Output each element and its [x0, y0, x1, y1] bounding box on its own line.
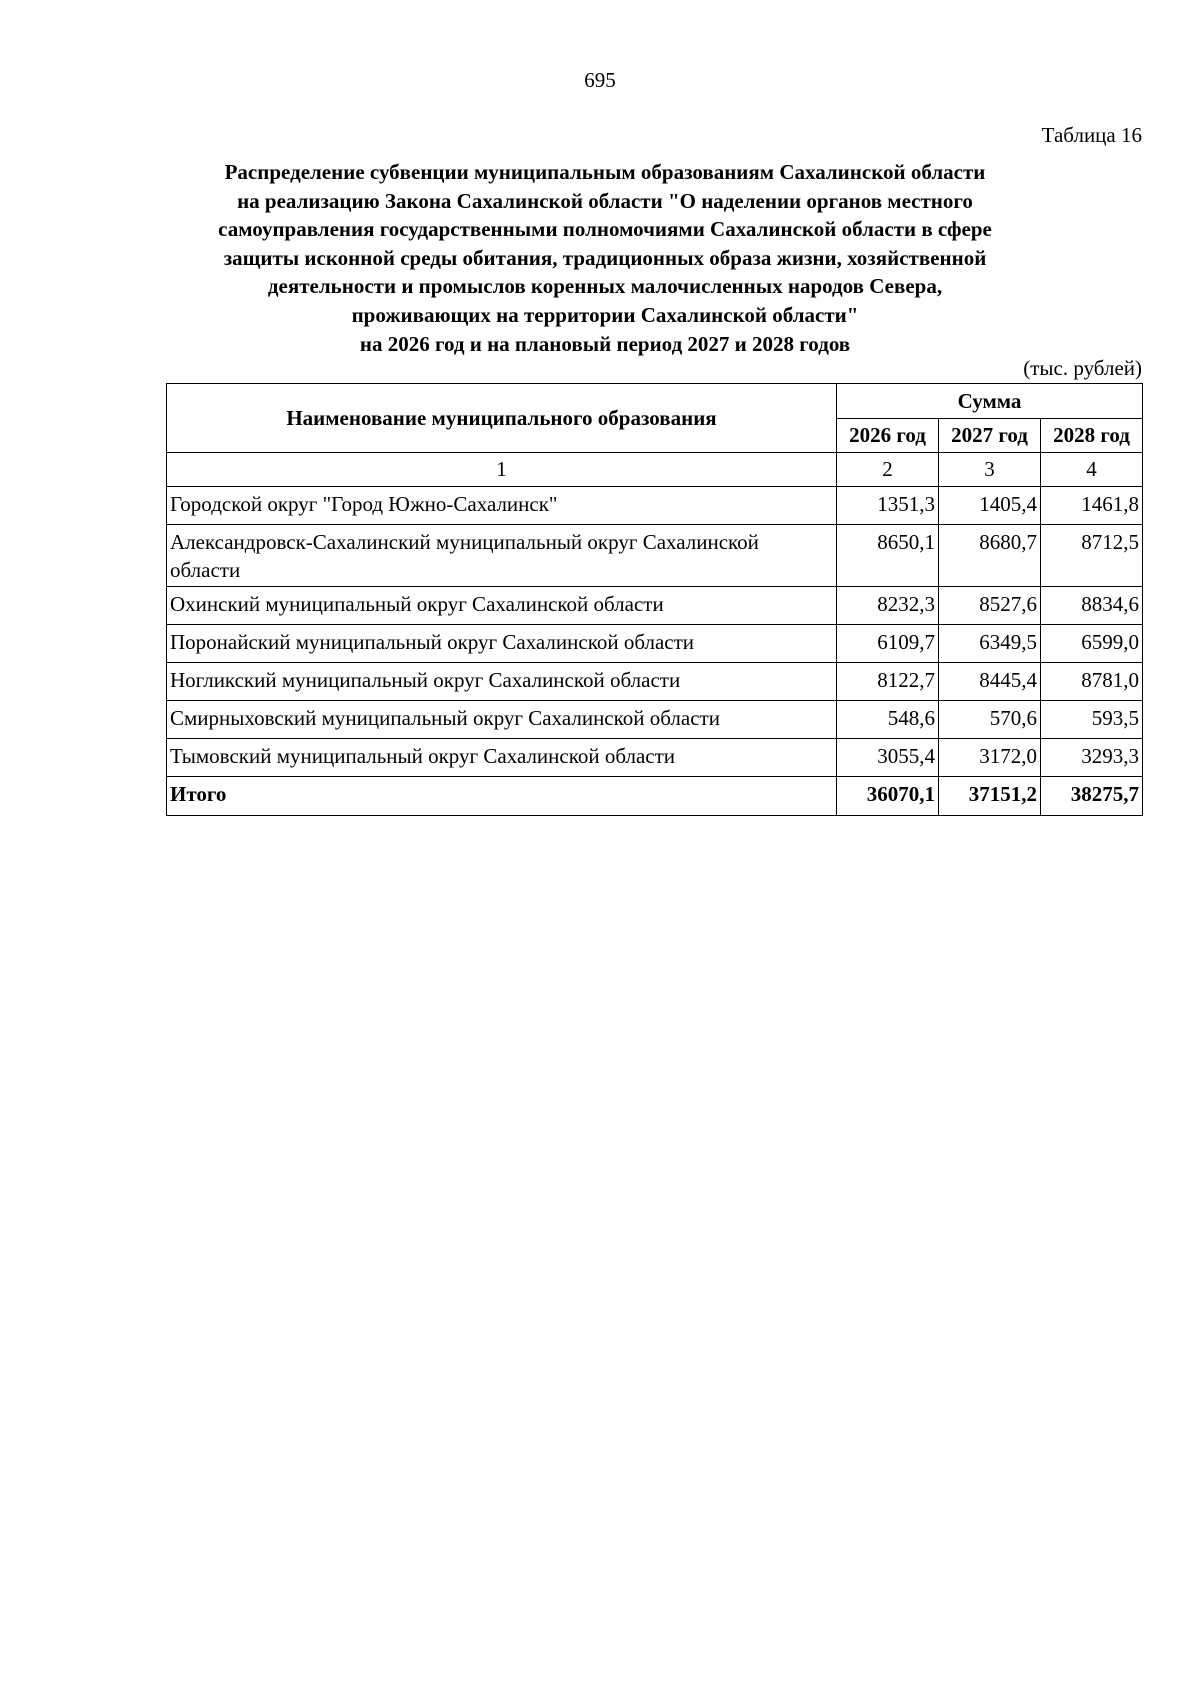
value-2028: 8781,0: [1041, 663, 1143, 701]
value-2028: 1461,8: [1041, 487, 1143, 525]
column-number: 1: [167, 453, 837, 487]
value-2026: 8650,1: [837, 525, 939, 587]
table-row: [167, 525, 1143, 587]
value-2027: 570,6: [939, 701, 1041, 739]
table-row: [167, 487, 1143, 525]
value-2028: 6599,0: [1041, 625, 1143, 663]
header-year-2027: 2027 год: [939, 419, 1041, 453]
value-2026: 3055,4: [837, 739, 939, 777]
title-line: на реализацию Закона Сахалинской области "О наделении органов местного: [237, 188, 973, 213]
column-numbers-row: [167, 453, 1143, 487]
municipality-name: Городской округ "Город Южно-Сахалинск": [167, 487, 837, 525]
units-label: (тыс. рублей): [1023, 356, 1142, 380]
value-2028: 3293,3: [1041, 739, 1143, 777]
header-name: Наименование муниципального образования: [167, 384, 837, 453]
value-2028: 593,5: [1041, 701, 1143, 739]
value-2026: 548,6: [837, 701, 939, 739]
title-line: Распределение субвенции муниципальным образованиям Сахалинской области: [224, 160, 986, 184]
table-row: [167, 587, 1143, 625]
title-line: деятельности и промыслов коренных малочисленных народов Севера,: [267, 274, 943, 299]
header-sum: Сумма: [837, 384, 1143, 419]
municipality-name: Тымовский муниципальный округ Сахалинской области: [167, 739, 837, 777]
value-2026: 8122,7: [837, 663, 939, 701]
value-2026: 6109,7: [837, 625, 939, 663]
value-2026: 1351,3: [837, 487, 939, 525]
total-2027: 37151,2: [939, 777, 1041, 816]
value-2027: 3172,0: [939, 739, 1041, 777]
municipality-name: Смирныховский муниципальный округ Сахалинской области: [167, 701, 837, 739]
title-line: защиты исконной среды обитания, традиционных образа жизни, хозяйственной: [223, 245, 987, 270]
value-2026: 8232,3: [837, 587, 939, 625]
document-title: [150, 158, 1060, 358]
value-2027: 8680,7: [939, 525, 1041, 587]
header-year-2026: 2026 год: [837, 419, 939, 453]
title-line: проживающих на территории Сахалинской области": [351, 302, 859, 327]
subvention-table: [166, 383, 1143, 816]
column-number: 3: [939, 453, 1041, 487]
municipality-name: Ногликский муниципальный округ Сахалинской области: [167, 663, 837, 701]
value-2027: 6349,5: [939, 625, 1041, 663]
header-year-2028: 2028 год: [1041, 419, 1143, 453]
header-row: [167, 384, 1143, 419]
municipality-name: Александровск-Сахалинский муниципальный округ Сахалинской области: [167, 525, 837, 587]
table-label: Таблица 16: [1041, 123, 1142, 147]
column-number: 4: [1041, 453, 1143, 487]
total-row: [167, 777, 1143, 816]
page-number: 695: [584, 68, 616, 92]
value-2027: 1405,4: [939, 487, 1041, 525]
table-row: [167, 739, 1143, 777]
total-label: Итого: [167, 777, 837, 816]
municipality-name: Поронайский муниципальный округ Сахалинской области: [167, 625, 837, 663]
value-2028: 8712,5: [1041, 525, 1143, 587]
table-row: [167, 625, 1143, 663]
title-line: на 2026 год и на плановый период 2027 и 2028 годов: [359, 331, 851, 356]
title-line: самоуправления государственными полномочиями Сахалинской области в сфере: [218, 217, 992, 242]
value-2027: 8445,4: [939, 663, 1041, 701]
municipality-name: Охинский муниципальный округ Сахалинской области: [167, 587, 837, 625]
total-2028: 38275,7: [1041, 777, 1143, 816]
table-row: [167, 663, 1143, 701]
column-number: 2: [837, 453, 939, 487]
table-row: [167, 701, 1143, 739]
value-2028: 8834,6: [1041, 587, 1143, 625]
value-2027: 8527,6: [939, 587, 1041, 625]
total-2026: 36070,1: [837, 777, 939, 816]
